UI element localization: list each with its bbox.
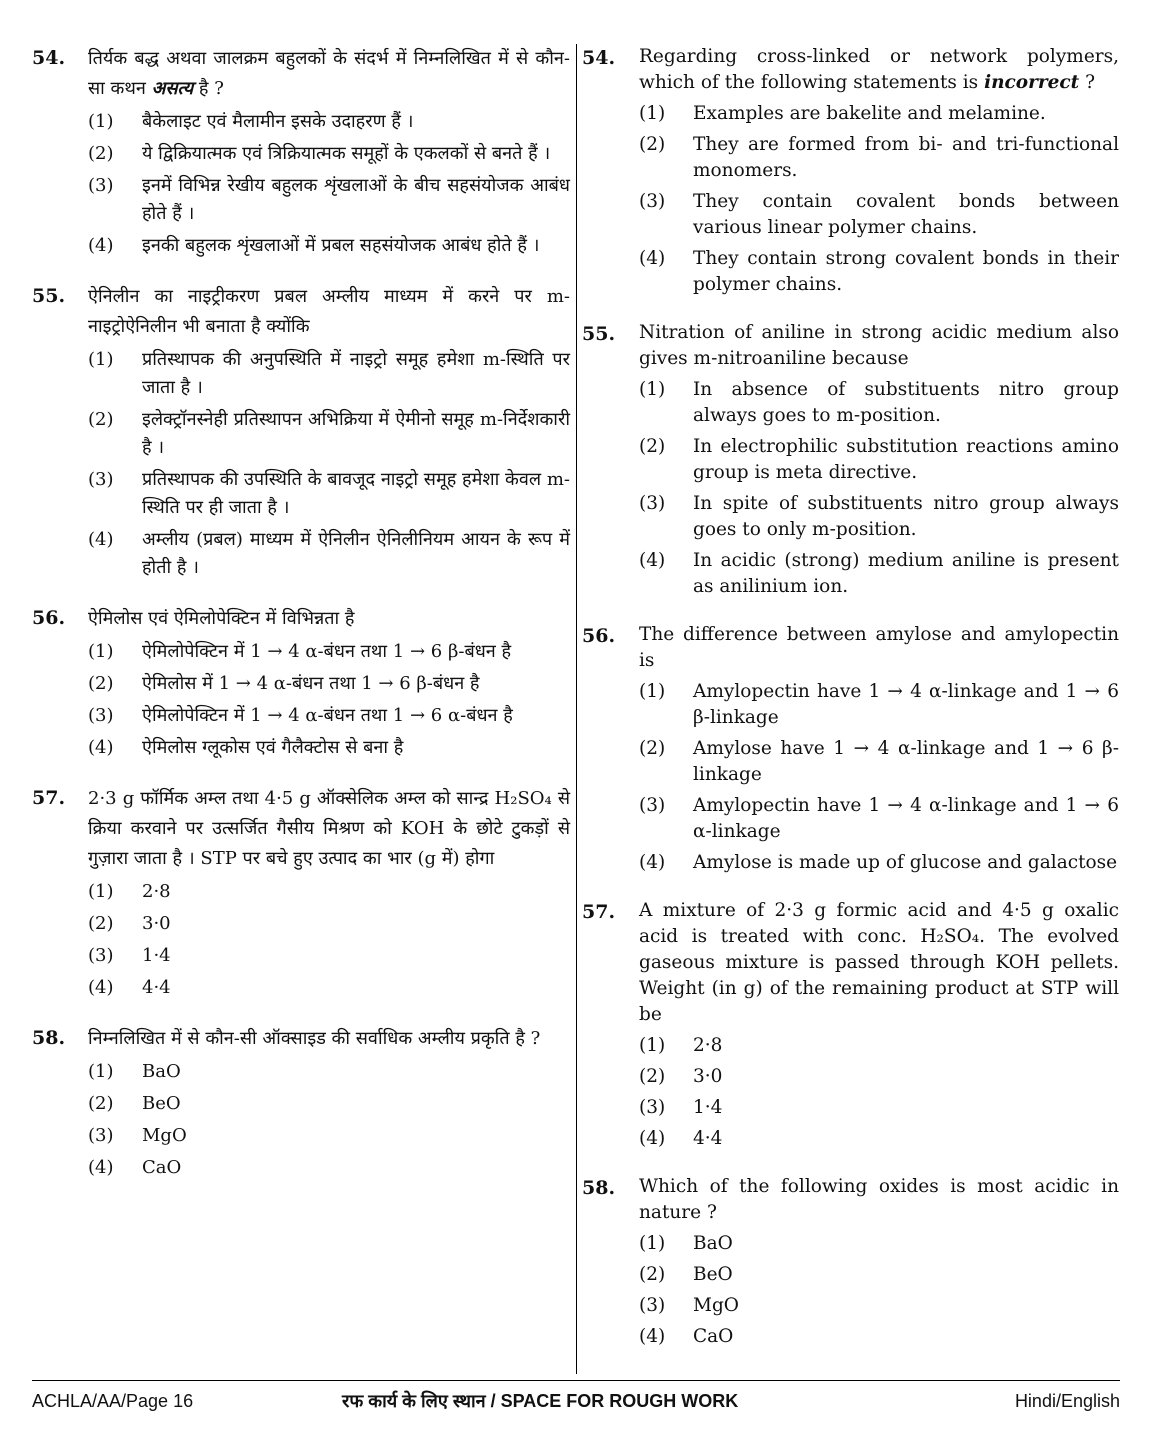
question-text: Which of the following oxides is most acidic in nature ?	[639, 1176, 1119, 1223]
option-text: Amylose have 1 → 4 α-linkage and 1 → 6 β-linkage	[693, 738, 1119, 785]
option-number: (4)	[639, 852, 666, 873]
answer-option	[639, 1293, 1119, 1319]
option-number: (4)	[88, 737, 114, 758]
option-text: 4·4	[693, 1128, 723, 1149]
answer-option	[88, 638, 570, 666]
option-number: (3)	[88, 705, 114, 726]
answer-option	[639, 679, 1119, 731]
option-text: They contain strong covalent bonds in their polymer chains.	[693, 248, 1119, 295]
option-text: MgO	[693, 1295, 739, 1316]
question-text: Nitration of aniline in strong acidic medium also gives m-nitroaniline because	[639, 322, 1119, 369]
question-text: A mixture of 2·3 g formic acid and 4·5 g oxalic acid is treated with conc. H₂SO₄. The evolved gaseous mixture is passed through KOH pellets. Weight (in g) of the remaining product at STP will be	[639, 900, 1119, 1025]
option-number: (2)	[88, 143, 114, 164]
answer-option	[639, 793, 1119, 845]
language-label: Hindi/English	[1014, 1391, 1120, 1411]
option-text: इनमें विभिन्न रेखीय बहुलक शृंखलाओं के बीच सहसंयोजक आबंध होते हैं ।	[142, 175, 570, 224]
option-number: (3)	[639, 795, 666, 816]
question-number: 55.	[582, 323, 616, 345]
option-number: (1)	[88, 1061, 114, 1082]
answer-option	[639, 189, 1119, 241]
option-text: Amylose is made up of glucose and galactose	[693, 852, 1118, 873]
option-number: (2)	[639, 738, 666, 759]
answer-option	[88, 140, 570, 168]
option-number: (2)	[639, 1264, 666, 1285]
answer-option	[88, 1058, 570, 1086]
option-number: (3)	[88, 945, 114, 966]
answer-option	[639, 1095, 1119, 1121]
option-number: (1)	[88, 641, 114, 662]
answer-option	[639, 1064, 1119, 1090]
option-text: इलेक्ट्रॉनस्नेही प्रतिस्थापन अभिक्रिया में ऐमीनो समूह m-निर्देशकारी है ।	[142, 409, 570, 458]
page-code: ACHLA/AA/Page 16	[32, 1391, 194, 1411]
question-text: तिर्यक बद्ध अथवा जालक्रम बहुलकों के संदर्भ में निम्नलिखित में से कौन-सा कथन असत्य है ?	[88, 48, 570, 99]
option-text: In absence of substituents nitro group always goes to m-position.	[693, 379, 1119, 426]
option-number: (1)	[88, 881, 114, 902]
option-text: प्रतिस्थापक की उपस्थिति के बावजूद नाइट्रो समूह हमेशा केवल m-स्थिति पर ही जाता है ।	[142, 469, 570, 518]
option-number: (4)	[88, 1157, 114, 1178]
answer-option	[88, 702, 570, 730]
option-text: 2·8	[693, 1035, 723, 1056]
question-number: 58.	[582, 1177, 616, 1199]
option-text: Amylopectin have 1 → 4 α-linkage and 1 → 6 β-linkage	[693, 681, 1119, 728]
option-number: (2)	[639, 134, 666, 155]
option-text: They contain covalent bonds between various linear polymer chains.	[693, 191, 1119, 238]
option-text: In acidic (strong) medium aniline is present as anilinium ion.	[693, 550, 1119, 597]
answer-option	[88, 670, 570, 698]
answer-option	[88, 466, 570, 522]
option-number: (4)	[639, 1128, 666, 1149]
hindi-column	[32, 44, 570, 1204]
option-text: BaO	[142, 1061, 181, 1082]
question-hi-58	[32, 1024, 570, 1182]
answer-option	[639, 1324, 1119, 1350]
option-number: (1)	[639, 1035, 666, 1056]
option-text: 3·0	[693, 1066, 723, 1087]
question-number: 55.	[32, 285, 66, 307]
option-text: ऐमिलोस में 1 → 4 α-बंधन तथा 1 → 6 β-बंधन है	[142, 673, 480, 694]
option-number: (4)	[88, 529, 114, 550]
question-hi-56	[32, 604, 570, 762]
answer-option	[639, 1126, 1119, 1152]
option-number: (4)	[88, 977, 114, 998]
option-number: (2)	[88, 409, 114, 430]
question-text: Regarding cross-linked or network polymers, which of the following statements is incorrect ?	[639, 46, 1119, 93]
option-text: BaO	[693, 1233, 733, 1254]
answer-option	[639, 491, 1119, 543]
emphasis: incorrect	[984, 72, 1080, 93]
option-text: 3·0	[142, 913, 171, 934]
option-text: ऐमिलोपेक्टिन में 1 → 4 α-बंधन तथा 1 → 6 β-बंधन है	[142, 641, 512, 662]
answer-option	[88, 734, 570, 762]
option-text: Amylopectin have 1 → 4 α-linkage and 1 → 6 α-linkage	[693, 795, 1119, 842]
answer-option	[88, 878, 570, 906]
option-text: 1·4	[142, 945, 171, 966]
option-number: (4)	[88, 235, 114, 256]
option-text: ये द्विक्रियात्मक एवं त्रिक्रियात्मक समूहों के एकलकों से बनते हैं ।	[142, 143, 551, 164]
question-text: निम्नलिखित में से कौन-सी ऑक्साइड की सर्वाधिक अम्लीय प्रकृति है ?	[88, 1028, 541, 1049]
option-number: (2)	[639, 436, 666, 457]
option-text: CaO	[142, 1157, 182, 1178]
question-number: 56.	[32, 607, 66, 629]
option-number: (2)	[88, 913, 114, 934]
option-text: प्रतिस्थापक की अनुपस्थिति में नाइट्रो समूह हमेशा m-स्थिति पर जाता है ।	[142, 349, 570, 398]
answer-option	[88, 1090, 570, 1118]
question-en-58	[582, 1174, 1119, 1350]
option-number: (2)	[88, 673, 114, 694]
answer-option	[639, 1231, 1119, 1257]
option-number: (3)	[88, 469, 114, 490]
answer-option	[639, 850, 1119, 876]
question-en-56	[582, 622, 1119, 876]
option-number: (4)	[639, 248, 666, 269]
answer-option	[639, 246, 1119, 298]
option-text: In electrophilic substitution reactions amino group is meta directive.	[693, 436, 1119, 483]
option-text: अम्लीय (प्रबल) माध्यम में ऐनिलीन ऐनिलीनियम आयन के रूप में होती है ।	[142, 529, 570, 578]
question-text: ऐमिलोस एवं ऐमिलोपेक्टिन में विभिन्नता है	[88, 608, 355, 629]
answer-option	[88, 1154, 570, 1182]
answer-option	[88, 942, 570, 970]
option-text: 4·4	[142, 977, 171, 998]
question-en-57	[582, 898, 1119, 1152]
option-text: BeO	[142, 1093, 181, 1114]
question-hi-55	[32, 282, 570, 582]
question-number: 58.	[32, 1027, 66, 1049]
option-text: BeO	[693, 1264, 733, 1285]
answer-option	[639, 377, 1119, 429]
question-number: 57.	[32, 787, 66, 809]
option-text: They are formed from bi- and tri-functional monomers.	[693, 134, 1119, 181]
option-number: (4)	[639, 1326, 666, 1347]
answer-option	[88, 974, 570, 1002]
question-number: 57.	[582, 901, 616, 923]
option-number: (2)	[639, 1066, 666, 1087]
question-number: 56.	[582, 625, 616, 647]
answer-option	[639, 132, 1119, 184]
question-en-55	[582, 320, 1119, 600]
question-hi-54	[32, 44, 570, 260]
rough-work-label: रफ कार्य के लिए स्थान / SPACE FOR ROUGH WORK	[342, 1391, 739, 1411]
answer-option	[88, 406, 570, 462]
answer-option	[88, 910, 570, 938]
option-text: 2·8	[142, 881, 171, 902]
answer-option	[88, 108, 570, 136]
option-number: (3)	[639, 493, 666, 514]
option-number: (1)	[88, 349, 114, 370]
answer-option	[639, 1262, 1119, 1288]
answer-option	[88, 526, 570, 582]
option-text: Examples are bakelite and melamine.	[693, 103, 1046, 124]
option-number: (3)	[639, 191, 666, 212]
option-number: (4)	[639, 550, 666, 571]
question-number: 54.	[582, 47, 616, 69]
english-column	[582, 44, 1119, 1372]
question-hi-57	[32, 784, 570, 1002]
question-text: ऐनिलीन का नाइट्रीकरण प्रबल अम्लीय माध्यम में करने पर m-नाइट्रोऐनिलीन भी बनाता है क्योंकि	[88, 286, 570, 337]
option-number: (1)	[88, 111, 114, 132]
column-divider	[576, 44, 577, 1374]
option-number: (2)	[88, 1093, 114, 1114]
option-number: (3)	[88, 175, 114, 196]
answer-option	[88, 232, 570, 260]
option-number: (1)	[639, 1233, 666, 1254]
option-number: (3)	[88, 1125, 114, 1146]
question-en-54	[582, 44, 1119, 298]
page-footer	[32, 1388, 1120, 1414]
question-number: 54.	[32, 47, 66, 69]
option-text: बैकेलाइट एवं मैलामीन इसके उदाहरण हैं ।	[142, 111, 414, 132]
option-text: ऐमिलोपेक्टिन में 1 → 4 α-बंधन तथा 1 → 6 α-बंधन है	[142, 705, 513, 726]
option-text: In spite of substituents nitro group always goes to only m-position.	[693, 493, 1119, 540]
option-number: (1)	[639, 103, 666, 124]
question-text: The difference between amylose and amylopectin is	[639, 624, 1119, 671]
option-number: (3)	[639, 1097, 666, 1118]
footer-rule	[32, 1380, 1120, 1381]
answer-option	[639, 434, 1119, 486]
answer-option	[639, 736, 1119, 788]
answer-option	[88, 346, 570, 402]
answer-option	[88, 172, 570, 228]
answer-option	[639, 1033, 1119, 1059]
option-number: (1)	[639, 681, 666, 702]
emphasis: असत्य	[151, 78, 194, 99]
option-text: CaO	[693, 1326, 734, 1347]
answer-option	[639, 548, 1119, 600]
option-number: (3)	[639, 1295, 666, 1316]
answer-option	[88, 1122, 570, 1150]
question-text: 2·3 g फॉर्मिक अम्ल तथा 4·5 g ऑक्सेलिक अम्ल को सान्द्र H₂SO₄ से क्रिया करवाने पर उत्सर्जित गैसीय मिश्रण को KOH के छोटे टुकड़ों से गुज़ारा जाता है । STP पर बचे हुए उत्पाद का भार (g में) होगा	[88, 788, 570, 869]
answer-option	[639, 101, 1119, 127]
option-text: 1·4	[693, 1097, 723, 1118]
option-text: इनकी बहुलक शृंखलाओं में प्रबल सहसंयोजक आबंध होते हैं ।	[142, 235, 540, 256]
option-number: (1)	[639, 379, 666, 400]
option-text: MgO	[142, 1125, 187, 1146]
option-text: ऐमिलोस ग्लूकोस एवं गैलैक्टोस से बना है	[142, 737, 404, 758]
